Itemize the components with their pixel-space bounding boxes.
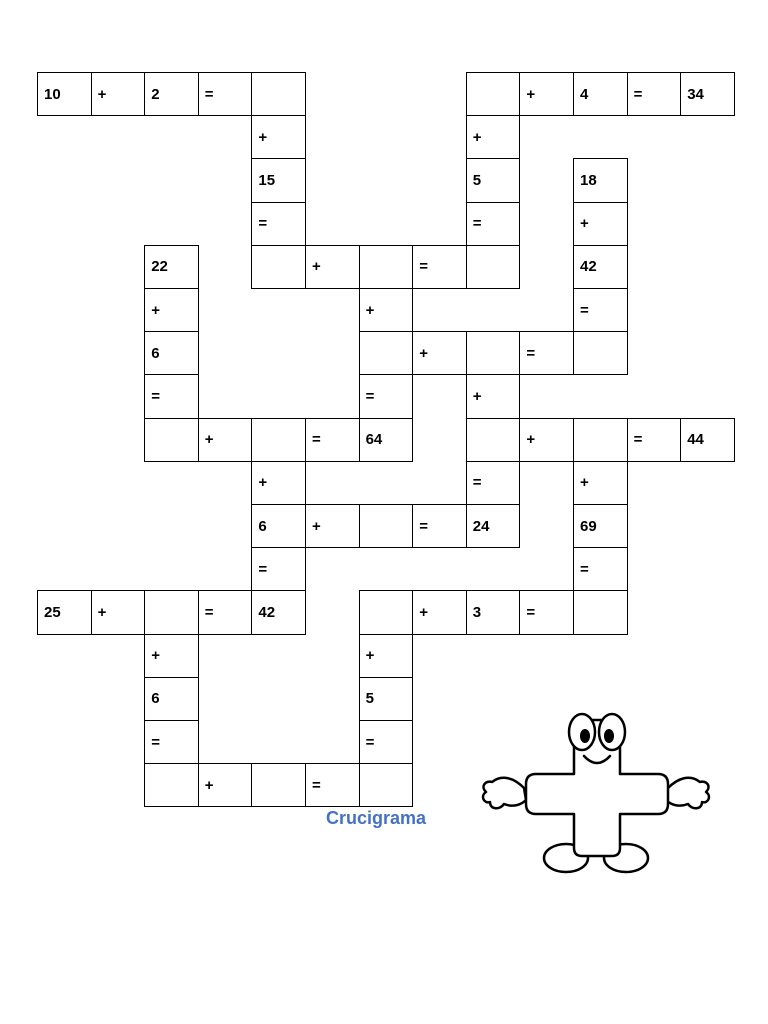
number-cell: 64	[359, 418, 414, 462]
answer-cell[interactable]	[359, 245, 414, 289]
equals-sign-cell: =	[412, 245, 467, 289]
equals-sign-cell: =	[251, 547, 306, 591]
plus-sign-cell: +	[144, 288, 199, 332]
plus-sign-mascot-icon	[478, 708, 718, 878]
equals-sign-cell: =	[251, 202, 306, 246]
answer-cell[interactable]	[359, 331, 414, 375]
answer-cell[interactable]	[573, 418, 628, 462]
plus-sign-cell: +	[305, 504, 360, 548]
answer-cell[interactable]	[251, 763, 306, 807]
number-cell: 15	[251, 158, 306, 202]
number-cell: 5	[466, 158, 521, 202]
number-cell: 3	[466, 590, 521, 634]
plus-sign-cell: +	[519, 418, 574, 462]
plus-sign-cell: +	[573, 461, 628, 505]
number-cell: 6	[144, 677, 199, 721]
equals-sign-cell: =	[519, 590, 574, 634]
number-cell: 4	[573, 72, 628, 116]
equals-sign-cell: =	[466, 461, 521, 505]
plus-sign-cell: +	[466, 374, 521, 418]
number-cell: 5	[359, 677, 414, 721]
answer-cell[interactable]	[466, 72, 521, 116]
plus-sign-cell: +	[466, 115, 521, 159]
number-cell: 69	[573, 504, 628, 548]
plus-sign-cell: +	[519, 72, 574, 116]
number-cell: 10	[37, 72, 92, 116]
answer-cell[interactable]	[359, 504, 414, 548]
answer-cell[interactable]	[144, 590, 199, 634]
equals-sign-cell: =	[305, 418, 360, 462]
equals-sign-cell: =	[198, 590, 253, 634]
number-cell: 24	[466, 504, 521, 548]
equals-sign-cell: =	[305, 763, 360, 807]
plus-sign-cell: +	[412, 331, 467, 375]
plus-sign-cell: +	[573, 202, 628, 246]
answer-cell[interactable]	[144, 418, 199, 462]
plus-sign-cell: +	[251, 115, 306, 159]
number-cell: 22	[144, 245, 199, 289]
equals-sign-cell: =	[573, 288, 628, 332]
equals-sign-cell: =	[573, 547, 628, 591]
plus-sign-cell: +	[359, 288, 414, 332]
plus-sign-cell: +	[198, 763, 253, 807]
equals-sign-cell: =	[627, 72, 682, 116]
equals-sign-cell: =	[519, 331, 574, 375]
plus-sign-cell: +	[359, 634, 414, 678]
plus-sign-cell: +	[198, 418, 253, 462]
equals-sign-cell: =	[412, 504, 467, 548]
plus-sign-cell: +	[305, 245, 360, 289]
equals-sign-cell: =	[144, 720, 199, 764]
number-cell: 25	[37, 590, 92, 634]
answer-cell[interactable]	[144, 763, 199, 807]
number-cell: 34	[680, 72, 735, 116]
equals-sign-cell: =	[466, 202, 521, 246]
number-cell: 2	[144, 72, 199, 116]
equals-sign-cell: =	[359, 720, 414, 764]
number-cell: 6	[251, 504, 306, 548]
equals-sign-cell: =	[144, 374, 199, 418]
answer-cell[interactable]	[251, 245, 306, 289]
answer-cell[interactable]	[251, 72, 306, 116]
plus-sign-cell: +	[251, 461, 306, 505]
number-cell: 18	[573, 158, 628, 202]
number-cell: 6	[144, 331, 199, 375]
equals-sign-cell: =	[359, 374, 414, 418]
plus-sign-cell: +	[412, 590, 467, 634]
answer-cell[interactable]	[359, 590, 414, 634]
number-cell: 42	[251, 590, 306, 634]
number-cell: 42	[573, 245, 628, 289]
answer-cell[interactable]	[466, 331, 521, 375]
answer-cell[interactable]	[573, 331, 628, 375]
answer-cell[interactable]	[251, 418, 306, 462]
plus-sign-cell: +	[91, 590, 146, 634]
equals-sign-cell: =	[627, 418, 682, 462]
plus-sign-cell: +	[91, 72, 146, 116]
page-title: Crucigrama	[326, 808, 427, 828]
answer-cell[interactable]	[466, 418, 521, 462]
equals-sign-cell: =	[198, 72, 253, 116]
answer-cell[interactable]	[466, 245, 521, 289]
answer-cell[interactable]	[573, 590, 628, 634]
plus-sign-cell: +	[144, 634, 199, 678]
answer-cell[interactable]	[359, 763, 414, 807]
number-cell: 44	[680, 418, 735, 462]
